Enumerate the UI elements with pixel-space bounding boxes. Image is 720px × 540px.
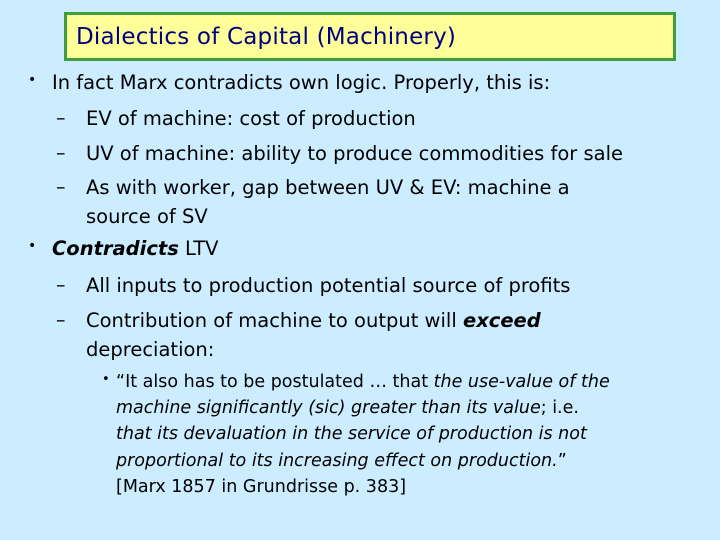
bullet-2-sub-2-emphasis: exceed: [462, 309, 541, 332]
bullet-2-emphasis: Contradicts: [52, 237, 179, 260]
bullet-marker: •: [28, 72, 37, 88]
bullet-2-sub-2-line-2: depreciation:: [86, 338, 215, 361]
quote-line-4-italic: proportional to its increasing effect on production.: [116, 451, 558, 471]
dash-marker: –: [56, 107, 66, 129]
quote-line-2-tail: ; i.e.: [540, 398, 579, 418]
dash-marker: –: [56, 176, 66, 198]
bullet-2-sub-2-pre: Contribution of machine to output will: [86, 309, 463, 332]
bullet-1-sub-1: EV of machine: cost of production: [86, 107, 416, 130]
dash-marker: –: [56, 274, 66, 296]
bullet-2-rest: LTV: [178, 237, 219, 260]
quote-line-1-pre: “It also has to be postulated … that: [116, 372, 434, 392]
bullet-2-sub-2-line-1: [86, 309, 541, 333]
title-box: [64, 12, 676, 61]
quote-line-3: that its devaluation in the service of production is not: [116, 424, 587, 444]
bullet-2-sub-1: All inputs to production potential source of profits: [86, 274, 571, 297]
quote-line-1: [116, 371, 610, 393]
bullet-marker: •: [102, 372, 110, 387]
bullet-2-text: [52, 237, 218, 261]
dash-marker: –: [56, 142, 66, 164]
bullet-1-sub-3-line-2: source of SV: [86, 205, 208, 228]
quote-line-4-tail: ”: [557, 451, 567, 471]
quote-citation: [Marx 1857 in Grundrisse p. 383]: [116, 477, 407, 497]
bullet-1-sub-3-line-1: As with worker, gap between UV & EV: machine a: [86, 176, 570, 199]
slide-title: Dialectics of Capital (Machinery): [76, 23, 457, 50]
quote-line-1-italic: the use-value of the: [433, 372, 610, 392]
dash-marker: –: [56, 309, 66, 331]
bullet-1-sub-2: UV of machine: ability to produce commodities for sale: [86, 142, 623, 165]
bullet-marker: •: [28, 238, 37, 254]
quote-line-2: [116, 397, 579, 419]
bullet-1-text: In fact Marx contradicts own logic. Properly, this is:: [52, 71, 551, 94]
quote-line-4: [116, 450, 567, 472]
quote-line-2-italic: machine significantly (sic) greater than its value: [116, 398, 541, 418]
